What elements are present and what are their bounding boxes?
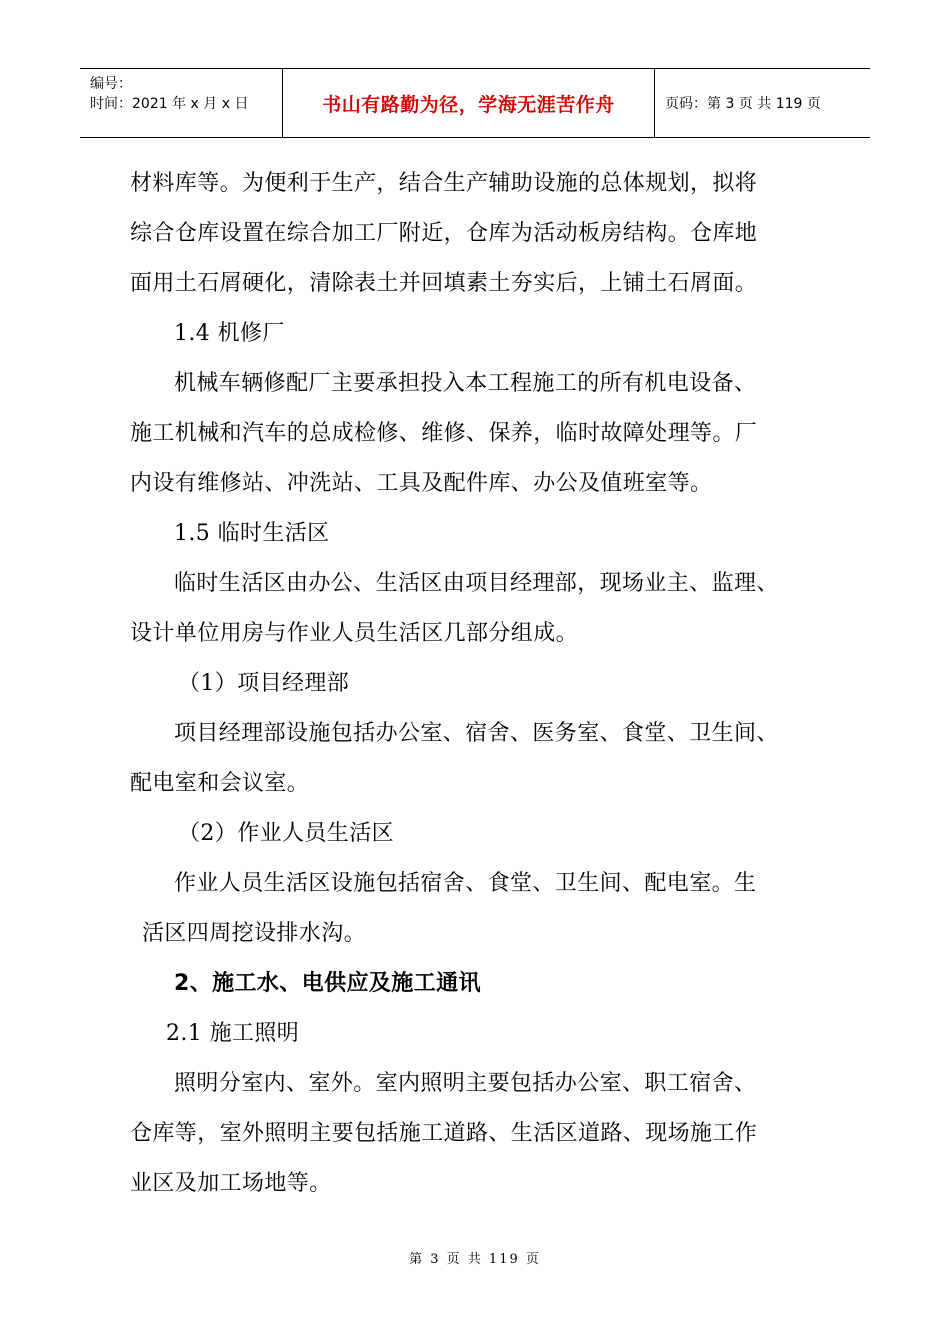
paragraph-line: 业区及加工场地等。	[130, 1171, 332, 1196]
document-date: 时间：2021 年 x 月 x 日	[90, 96, 249, 112]
paragraph-line: 施工机械和汽车的总成检修、维修、保养，临时故障处理等。厂	[130, 421, 758, 446]
section-heading-1-4: 1.4 机修厂	[174, 321, 285, 346]
header-page-info: 页码：第 3 页 共 119 页	[665, 96, 821, 112]
section-heading-2-1: 2.1 施工照明	[166, 1021, 300, 1046]
paragraph-line: 综合仓库设置在综合加工厂附近，仓库为活动板房结构。仓库地	[130, 221, 758, 246]
paragraph-line: 配电室和会议室。	[130, 771, 310, 796]
paragraph-line: 材料库等。为便利于生产，结合生产辅助设施的总体规划，拟将	[130, 171, 758, 196]
section-heading-1-5: 1.5 临时生活区	[174, 521, 330, 546]
section-heading-2: 2、施工水、电供应及施工通讯	[174, 971, 481, 996]
page-header	[80, 68, 870, 138]
header-meta	[80, 69, 283, 137]
paragraph-line: 机械车辆修配厂主要承担投入本工程施工的所有机电设备、	[174, 371, 757, 396]
document-number-label: 编号：	[90, 76, 132, 92]
document-body	[130, 159, 870, 1209]
paragraph-line: 照明分室内、室外。室内照明主要包括办公室、职工宿舍、	[174, 1071, 757, 1096]
paragraph-line: 设计单位用房与作业人员生活区几部分组成。	[130, 621, 579, 646]
paragraph-line: 内设有维修站、冲洗站、工具及配件库、办公及值班室等。	[130, 471, 713, 496]
paragraph-line: 作业人员生活区设施包括宿舍、食堂、卫生间、配电室。生	[174, 871, 757, 896]
paragraph-line: 项目经理部设施包括办公室、宿舍、医务室、食堂、卫生间、	[174, 721, 779, 746]
subsection-heading-1: （1）项目经理部	[178, 671, 350, 696]
header-motto: 书山有路勤为径，学海无涯苦作舟	[283, 69, 655, 137]
paragraph-line: 面用土石屑硬化，清除表土并回填素土夯实后，上铺土石屑面。	[130, 271, 758, 296]
paragraph-line: 临时生活区由办公、生活区由项目经理部，现场业主、监理、	[174, 571, 779, 596]
subsection-heading-2: （2）作业人员生活区	[178, 821, 394, 846]
paragraph-line: 活区四周挖设排水沟。	[142, 921, 367, 946]
page-footer: 第 3 页 共 119 页	[409, 1252, 541, 1267]
paragraph-line: 仓库等，室外照明主要包括施工道路、生活区道路、现场施工作	[130, 1121, 758, 1146]
